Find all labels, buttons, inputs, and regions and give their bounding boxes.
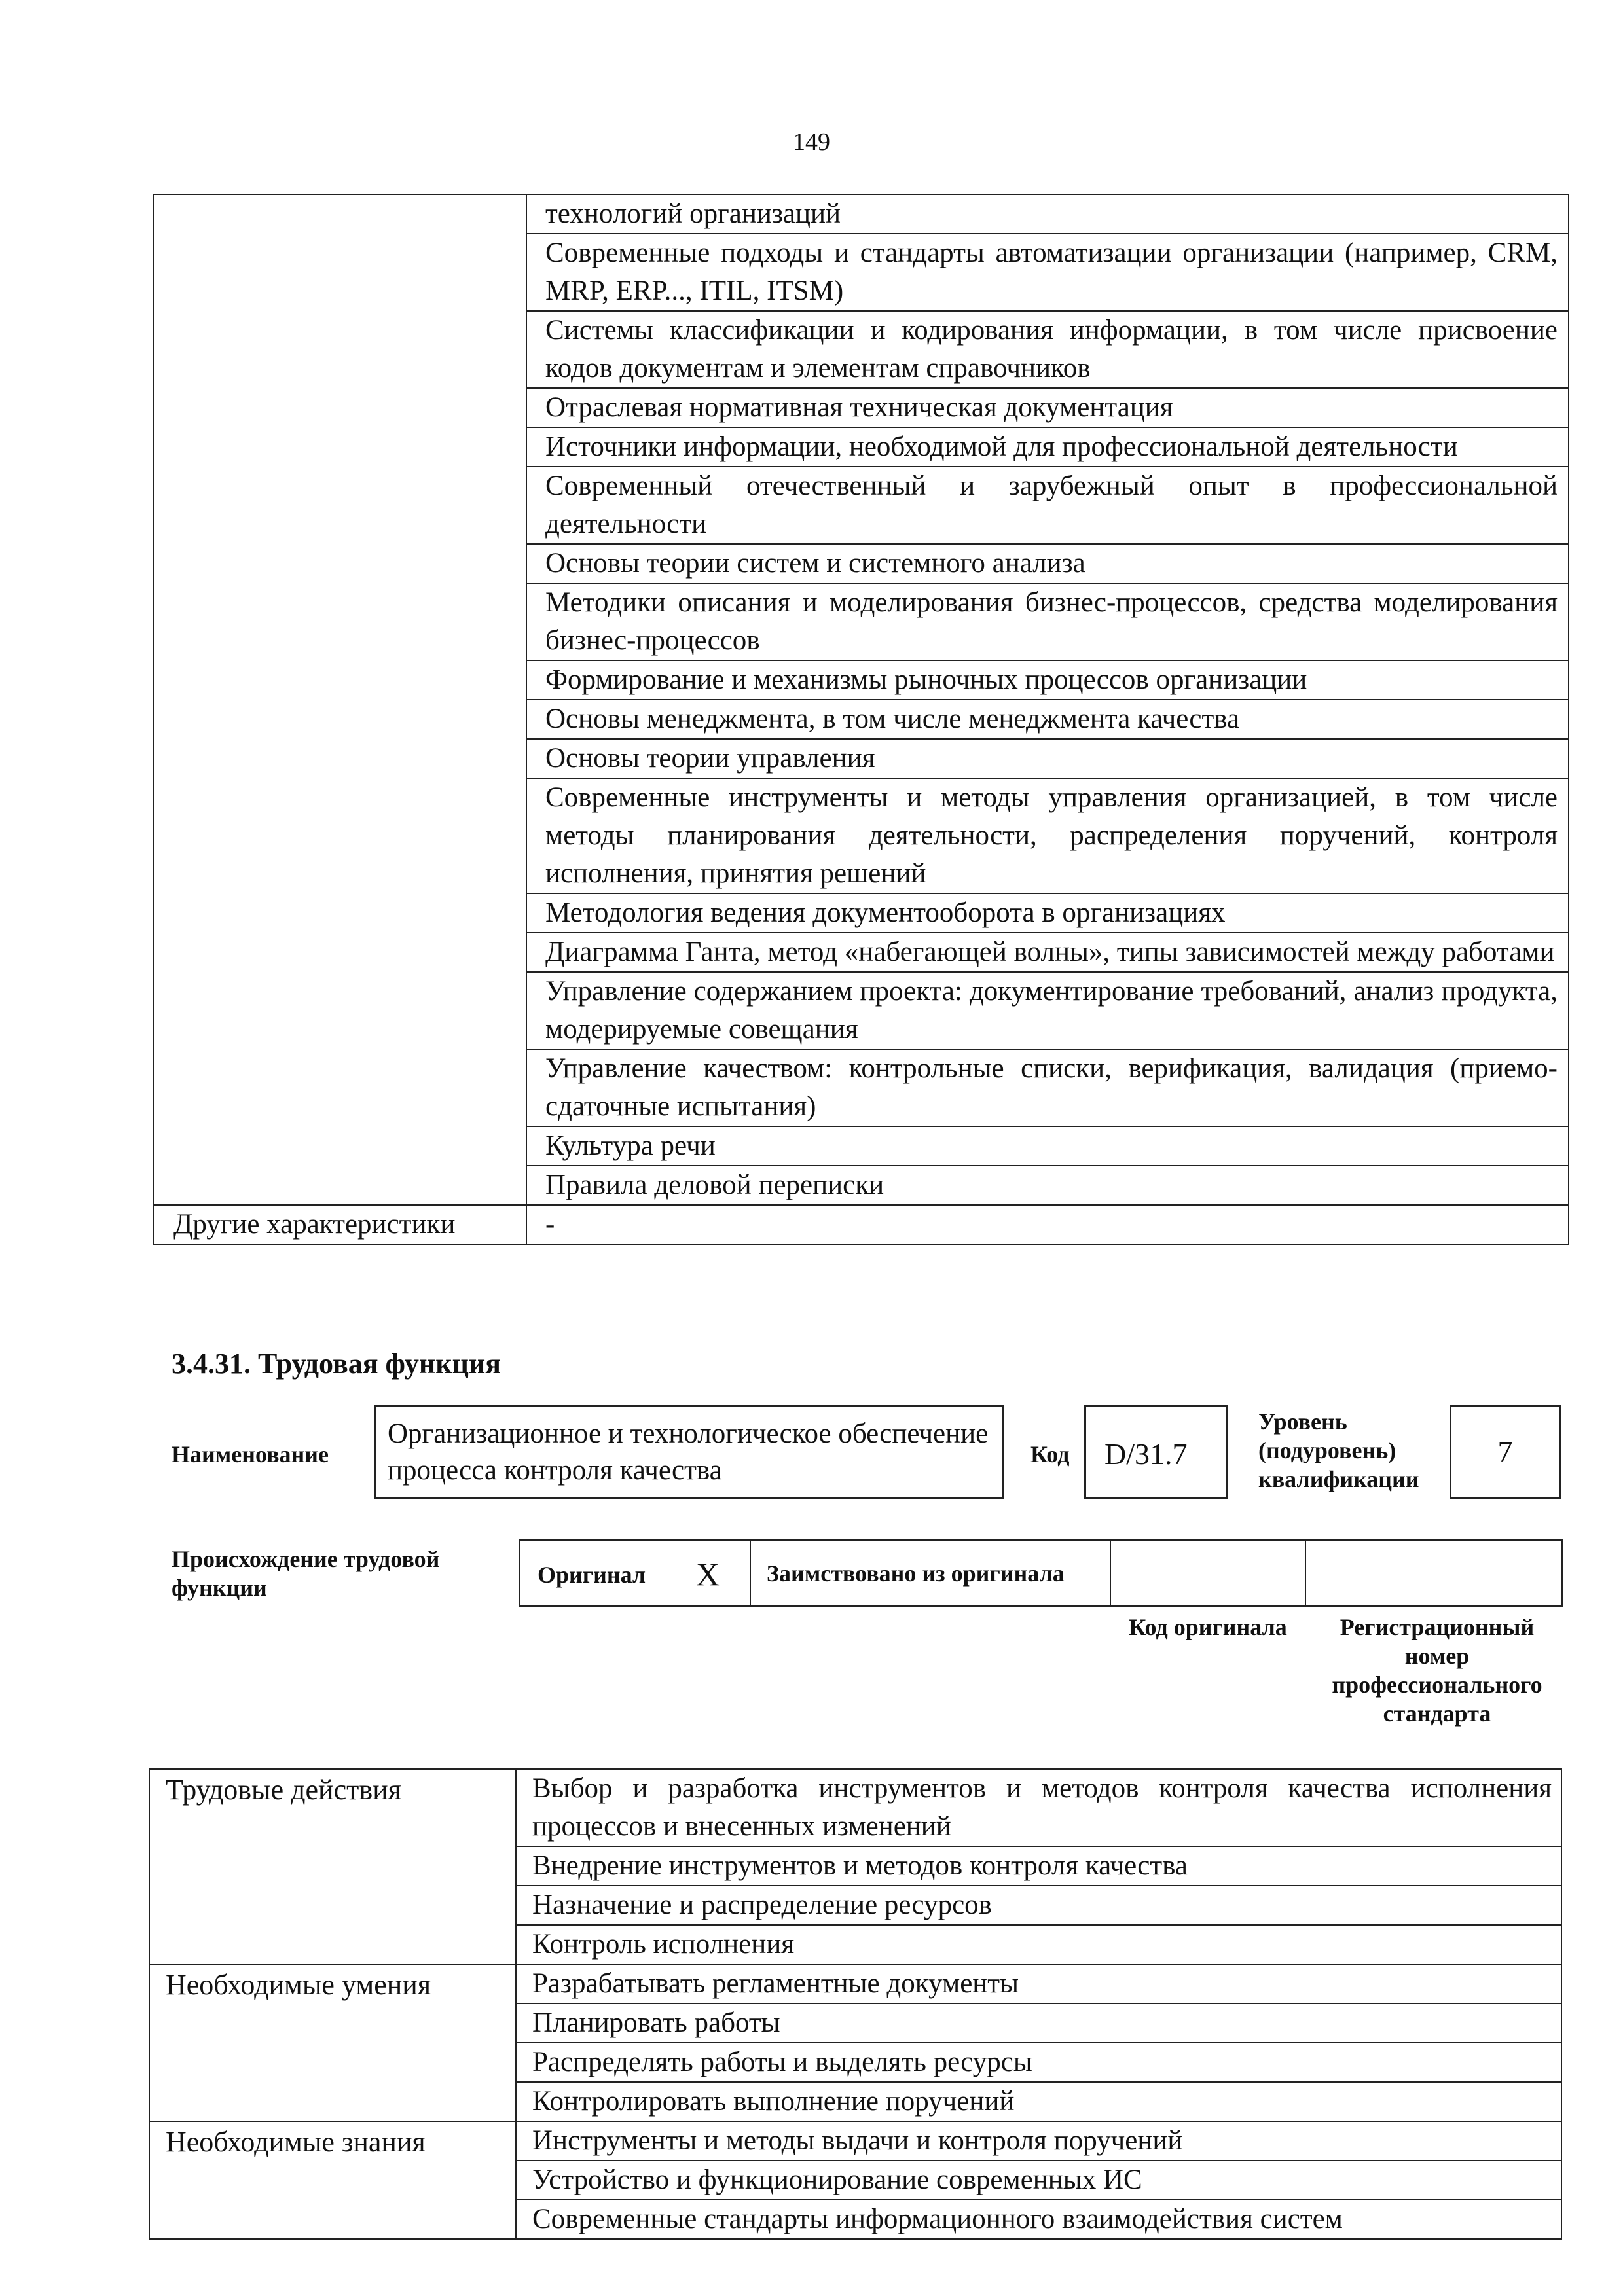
labor-actions-label: Трудовые действия xyxy=(149,1769,516,1964)
required-skills-item: Планировать работы xyxy=(516,2003,1561,2043)
table-row xyxy=(149,1769,1561,1846)
knowledge-item: Правила деловой переписки xyxy=(526,1166,1569,1205)
labor-function-table xyxy=(149,1768,1562,2240)
knowledge-item: Диаграмма Ганта, метод «набегающей волны», типы зависимостей между работами xyxy=(526,933,1569,972)
level-label: Уровень (подуровень) квалификации xyxy=(1258,1408,1419,1492)
original-mark: X xyxy=(696,1556,720,1592)
other-characteristics-value: - xyxy=(526,1205,1569,1244)
name-label: Наименование xyxy=(172,1441,329,1467)
knowledge-item: Источники информации, необходимой для профессиональной деятельности xyxy=(526,427,1569,467)
other-characteristics-label: Другие характеристики xyxy=(153,1205,526,1244)
knowledge-item: Основы менеджмента, в том числе менеджмента качества xyxy=(526,700,1569,739)
knowledge-item: Формирование и механизмы рыночных процессов организации xyxy=(526,660,1569,700)
knowledge-item: Управление содержанием проекта: документирование требований, анализ продукта, модерируемые совещания xyxy=(526,972,1569,1049)
knowledge-table-continued xyxy=(153,194,1569,1245)
original-label: Оригинал xyxy=(538,1562,646,1588)
origin-table xyxy=(519,1539,1563,1607)
required-knowledge-item: Устройство и функционирование современных ИС xyxy=(516,2161,1561,2200)
borrowed-cell xyxy=(750,1540,1110,1606)
required-skills-item: Разрабатывать регламентные документы xyxy=(516,1964,1561,2003)
knowledge-item: Отраслевая нормативная техническая документация xyxy=(526,388,1569,427)
page-number: 149 xyxy=(793,128,830,156)
code-original-cell xyxy=(1110,1540,1305,1606)
labor-actions-item: Назначение и распределение ресурсов xyxy=(516,1886,1561,1925)
original-cell xyxy=(520,1540,750,1606)
table-row xyxy=(149,1964,1561,2003)
required-knowledge-item: Современные стандарты информационного взаимодействия систем xyxy=(516,2200,1561,2239)
knowledge-item: Современные подходы и стандарты автоматизации организации (например, CRM, MRP, ERP..., ITIL, ITSM) xyxy=(526,234,1569,311)
knowledge-item: Системы классификации и кодирования информации, в том числе присвоение кодов документам и элементам справочников xyxy=(526,311,1569,388)
table-row xyxy=(153,194,1569,234)
required-skills-label: Необходимые умения xyxy=(149,1964,516,2121)
knowledge-item: Методология ведения документооборота в организациях xyxy=(526,893,1569,933)
knowledge-item: Методики описания и моделирования бизнес-процессов, средства моделирования бизнес-процессов xyxy=(526,583,1569,660)
required-knowledge-label: Необходимые знания xyxy=(149,2121,516,2239)
knowledge-item: Современные инструменты и методы управления организацией, в том числе методы планирования деятельности, распределения поручений, контроля исполнения, принятия решений xyxy=(526,778,1569,893)
knowledge-item: Культура речи xyxy=(526,1126,1569,1166)
origin-label: Происхождение трудовой функции xyxy=(172,1546,440,1601)
required-knowledge-item: Инструменты и методы выдачи и контроля поручений xyxy=(516,2121,1561,2161)
level-value-box: 7 xyxy=(1450,1405,1561,1499)
row-label-cell xyxy=(153,194,526,1205)
borrowed-label: Заимствовано из оригинала xyxy=(767,1560,1065,1587)
labor-actions-item: Внедрение инструментов и методов контроля качества xyxy=(516,1846,1561,1886)
required-skills-item: Распределять работы и выделять ресурсы xyxy=(516,2043,1561,2082)
function-code-box: D/31.7 xyxy=(1084,1405,1228,1499)
function-name-box: Организационное и технологическое обеспечение процесса контроля качества xyxy=(374,1405,1004,1499)
knowledge-item: Основы теории управления xyxy=(526,739,1569,778)
knowledge-item: технологий организаций xyxy=(526,194,1569,234)
table-row xyxy=(149,2121,1561,2161)
reg-number-caption: Регистрационный номер профессионального стандарта xyxy=(1332,1614,1542,1727)
section-heading: 3.4.31. Трудовая функция xyxy=(172,1348,501,1380)
labor-actions-item: Выбор и разработка инструментов и методов контроля качества исполнения процессов и внесенных изменений xyxy=(516,1769,1561,1846)
labor-actions-item: Контроль исполнения xyxy=(516,1925,1561,1964)
table-row xyxy=(153,1205,1569,1244)
knowledge-item: Современный отечественный и зарубежный опыт в профессиональной деятельности xyxy=(526,467,1569,544)
reg-number-cell xyxy=(1305,1540,1562,1606)
required-skills-item: Контролировать выполнение поручений xyxy=(516,2082,1561,2121)
code-original-caption: Код оригинала xyxy=(1129,1614,1287,1640)
code-label: Код xyxy=(1030,1441,1070,1467)
knowledge-item: Основы теории систем и системного анализа xyxy=(526,544,1569,583)
knowledge-item: Управление качеством: контрольные списки, верификация, валидация (приемо-сдаточные испытания) xyxy=(526,1049,1569,1126)
